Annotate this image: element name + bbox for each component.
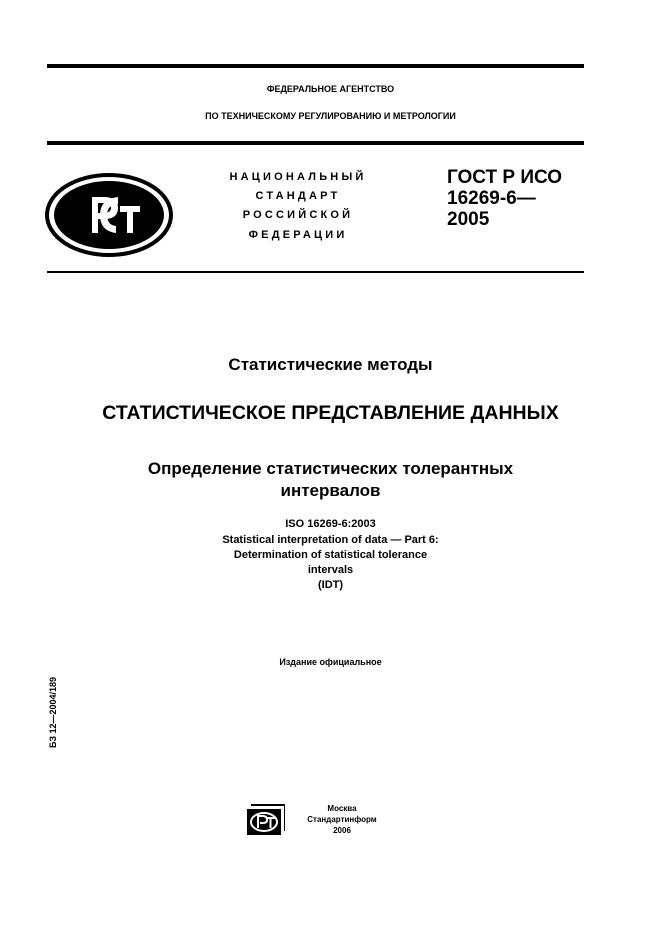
top-rule — [47, 64, 584, 68]
gost-designation — [447, 167, 562, 230]
publisher-info — [292, 803, 392, 836]
publisher-name: Стандартинформ — [307, 815, 377, 824]
edition-label: Издание официальное — [279, 657, 382, 667]
rst-logo-icon — [44, 173, 174, 257]
iso-line-1: ISO 16269-6:2003 — [285, 518, 376, 530]
standard-block-rule — [47, 271, 584, 273]
national-standard-line-4: ФЕДЕРАЦИИ — [248, 229, 348, 241]
national-standard-line-3: РОССИЙСКОЙ — [242, 209, 354, 221]
iso-line-3: Determination of statistical tolerance — [233, 549, 428, 561]
iso-line-4: intervals — [307, 564, 354, 576]
main-title: СТАТИСТИЧЕСКОЕ ПРЕДСТАВЛЕНИЕ ДАННЫХ — [102, 402, 559, 424]
subtitle-line-2: интервалов — [280, 481, 381, 500]
header-rule — [47, 141, 584, 145]
series-title: Статистические методы — [228, 355, 433, 374]
national-standard-line-1: НАЦИОНАЛЬНЫЙ — [229, 171, 367, 183]
gost-line-1: ГОСТ Р ИСО — [447, 167, 563, 188]
agency-line-2: ПО ТЕХНИЧЕСКОМУ РЕГУЛИРОВАНИЮ И МЕТРОЛОГИИ — [205, 111, 456, 121]
publisher-city: Москва — [327, 804, 357, 813]
national-standard-line-2: СТАНДАРТ — [255, 190, 341, 202]
agency-line-1: ФЕДЕРАЛЬНОЕ АГЕНТСТВО — [266, 84, 395, 94]
publisher-year: 2006 — [333, 826, 351, 835]
iso-line-2: Statistical interpretation of data — Part 6: — [222, 534, 439, 546]
standartinform-logo-icon — [245, 803, 285, 837]
gost-line-2: 16269-6— — [447, 188, 536, 209]
subtitle-line-1: Определение статистических толерантных — [147, 459, 514, 478]
side-code: БЗ 12—2004/189 — [48, 676, 58, 748]
gost-line-3: 2005 — [447, 209, 490, 230]
iso-line-5: (IDT) — [317, 579, 344, 591]
